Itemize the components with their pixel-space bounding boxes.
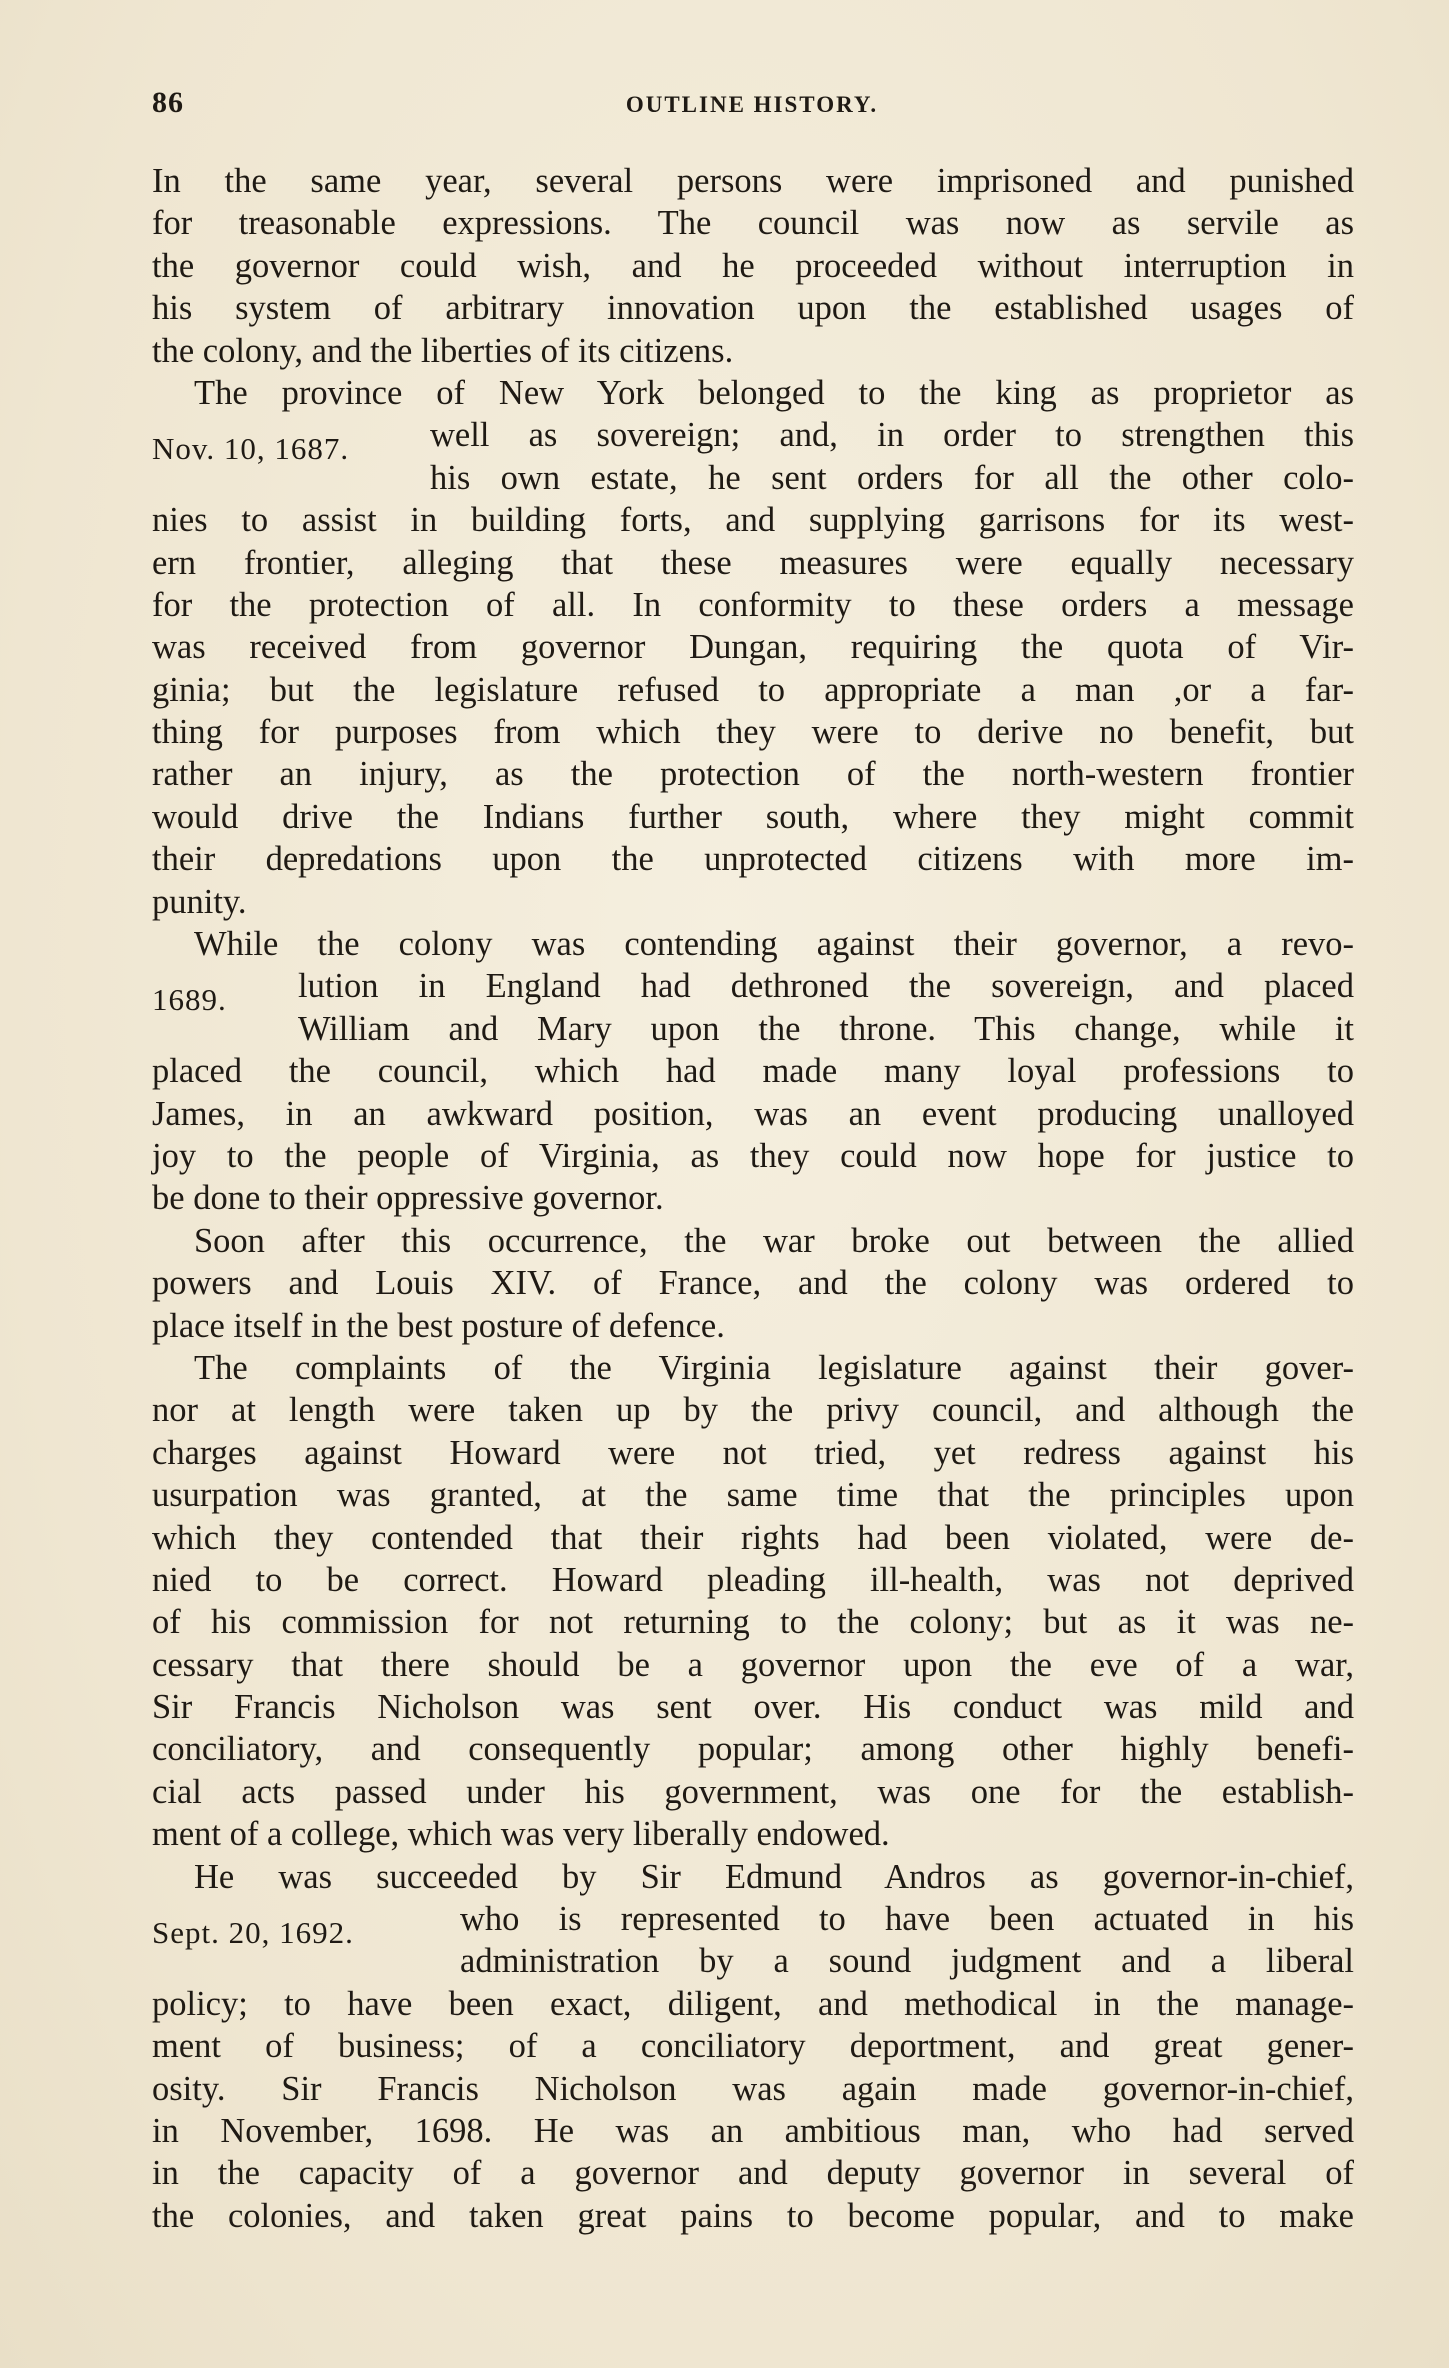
text-line: the governor could wish, and he proceeded without interruption in [152,246,1354,285]
text-line: their depredations upon the unprotected citizens with more im- [152,840,1354,879]
text-line-content: lution in England had dethroned the sovereign, and placed [298,967,1354,1006]
margin-note-date: Nov. 10, 1687. [152,431,350,467]
text-line: place itself in the best posture of defence. [152,1306,725,1345]
text-line: nied to be correct. Howard pleading ill-health, was not deprived [152,1560,1354,1599]
text-line-content: well as sovereign; and, in order to strengthen this [430,416,1354,455]
text-line: would drive the Indians further south, where they might commit [152,797,1354,836]
text-line: of his commission for not returning to the colony; but as it was ne- [152,1603,1354,1642]
text-line: usurpation was granted, at the same time that the principles upon [152,1476,1354,1515]
body-text [152,160,1354,2237]
margin-note-year: 1689. [152,982,227,1018]
text-line: his system of arbitrary innovation upon the established usages of [152,289,1354,328]
text-line-content: his own estate, he sent orders for all the other colo- [430,458,1354,497]
text-line: punity. [152,882,247,921]
text-line: thing for purposes from which they were to derive no benefit, but [152,713,1354,752]
text-line-with-margin-note [152,1940,1354,1982]
text-line: rather an injury, as the protection of the north-western frontier [152,755,1354,794]
text-line: osity. Sir Francis Nicholson was again made governor-in-chief, [152,2069,1354,2108]
text-line: for the protection of all. In conformity to these orders a message [152,585,1354,624]
text-line-with-margin-note [152,1008,1354,1050]
text-line: ern frontier, alleging that these measures were equally necessary [152,543,1354,582]
running-title: OUTLINE HISTORY. [625,92,879,117]
text-line: for treasonable expressions. The council was now as servile as [152,204,1354,243]
page-number: 86 [152,86,184,119]
text-line-with-margin-note [152,965,1354,1018]
text-line: cessary that there should be a governor upon the eve of a war, [152,1645,1354,1684]
text-line-content: administration by a sound judgment and a liberal [460,1942,1354,1981]
text-line: the colonies, and taken great pains to become popular, and to make [152,2196,1354,2235]
text-line: be done to their oppressive governor. [152,1179,664,1218]
text-line: cial acts passed under his government, was one for the establish- [152,1772,1354,1811]
text-line: Soon after this occurrence, the war broke out between the allied [194,1221,1354,1260]
text-line: nor at length were taken up by the privy council, and although the [152,1391,1354,1430]
text-line: in November, 1698. He was an ambitious man, who had served [152,2111,1354,2150]
text-line: Sir Francis Nicholson was sent over. His conduct was mild and [152,1688,1354,1727]
text-line: nies to assist in building forts, and supplying garrisons for its west- [152,501,1354,540]
text-line: powers and Louis XIV. of France, and the colony was ordered to [152,1264,1354,1303]
text-line: While the colony was contending against their governor, a revo- [194,925,1354,964]
margin-note-date: Sept. 20, 1692. [152,1915,354,1951]
text-line: policy; to have been exact, diligent, and methodical in the manage- [152,1984,1354,2023]
text-line: conciliatory, and consequently popular; among other highly benefi- [152,1730,1354,1769]
text-line: which they contended that their rights had been violated, were de- [152,1518,1354,1557]
text-line: ginia; but the legislature refused to appropriate a man ,or a far- [152,670,1354,709]
text-line: charges against Howard were not tried, yet redress against his [152,1433,1354,1472]
text-line: He was succeeded by Sir Edmund Andros as governor-in-chief, [194,1857,1354,1896]
text-line: The complaints of the Virginia legislature against their gover- [194,1348,1354,1387]
text-line: in the capacity of a governor and deputy governor in several of [152,2154,1354,2193]
text-line: In the same year, several persons were imprisoned and punished [152,162,1354,200]
text-line: ment of a college, which was very liberally endowed. [152,1815,890,1854]
text-line-with-margin-note [152,457,1354,499]
text-line: The province of New York belonged to the king as proprietor as [194,373,1354,412]
text-line-with-margin-note [152,1898,1354,1951]
text-line: was received from governor Dungan, requiring the quota of Vir- [152,628,1354,667]
text-line: ment of business; of a conciliatory deportment, and great gener- [152,2027,1354,2066]
text-line: the colony, and the liberties of its citizens. [152,331,734,370]
text-line-with-margin-note [152,414,1354,467]
text-line: James, in an awkward position, was an event producing unalloyed [152,1094,1354,1133]
text-line: placed the council, which had made many loyal professions to [152,1052,1354,1091]
text-line-content: who is represented to have been actuated in his [460,1900,1354,1939]
text-line-content: William and Mary upon the throne. This change, while it [298,1009,1354,1048]
page-header [152,86,1352,134]
text-line: joy to the people of Virginia, as they could now hope for justice to [152,1136,1354,1175]
